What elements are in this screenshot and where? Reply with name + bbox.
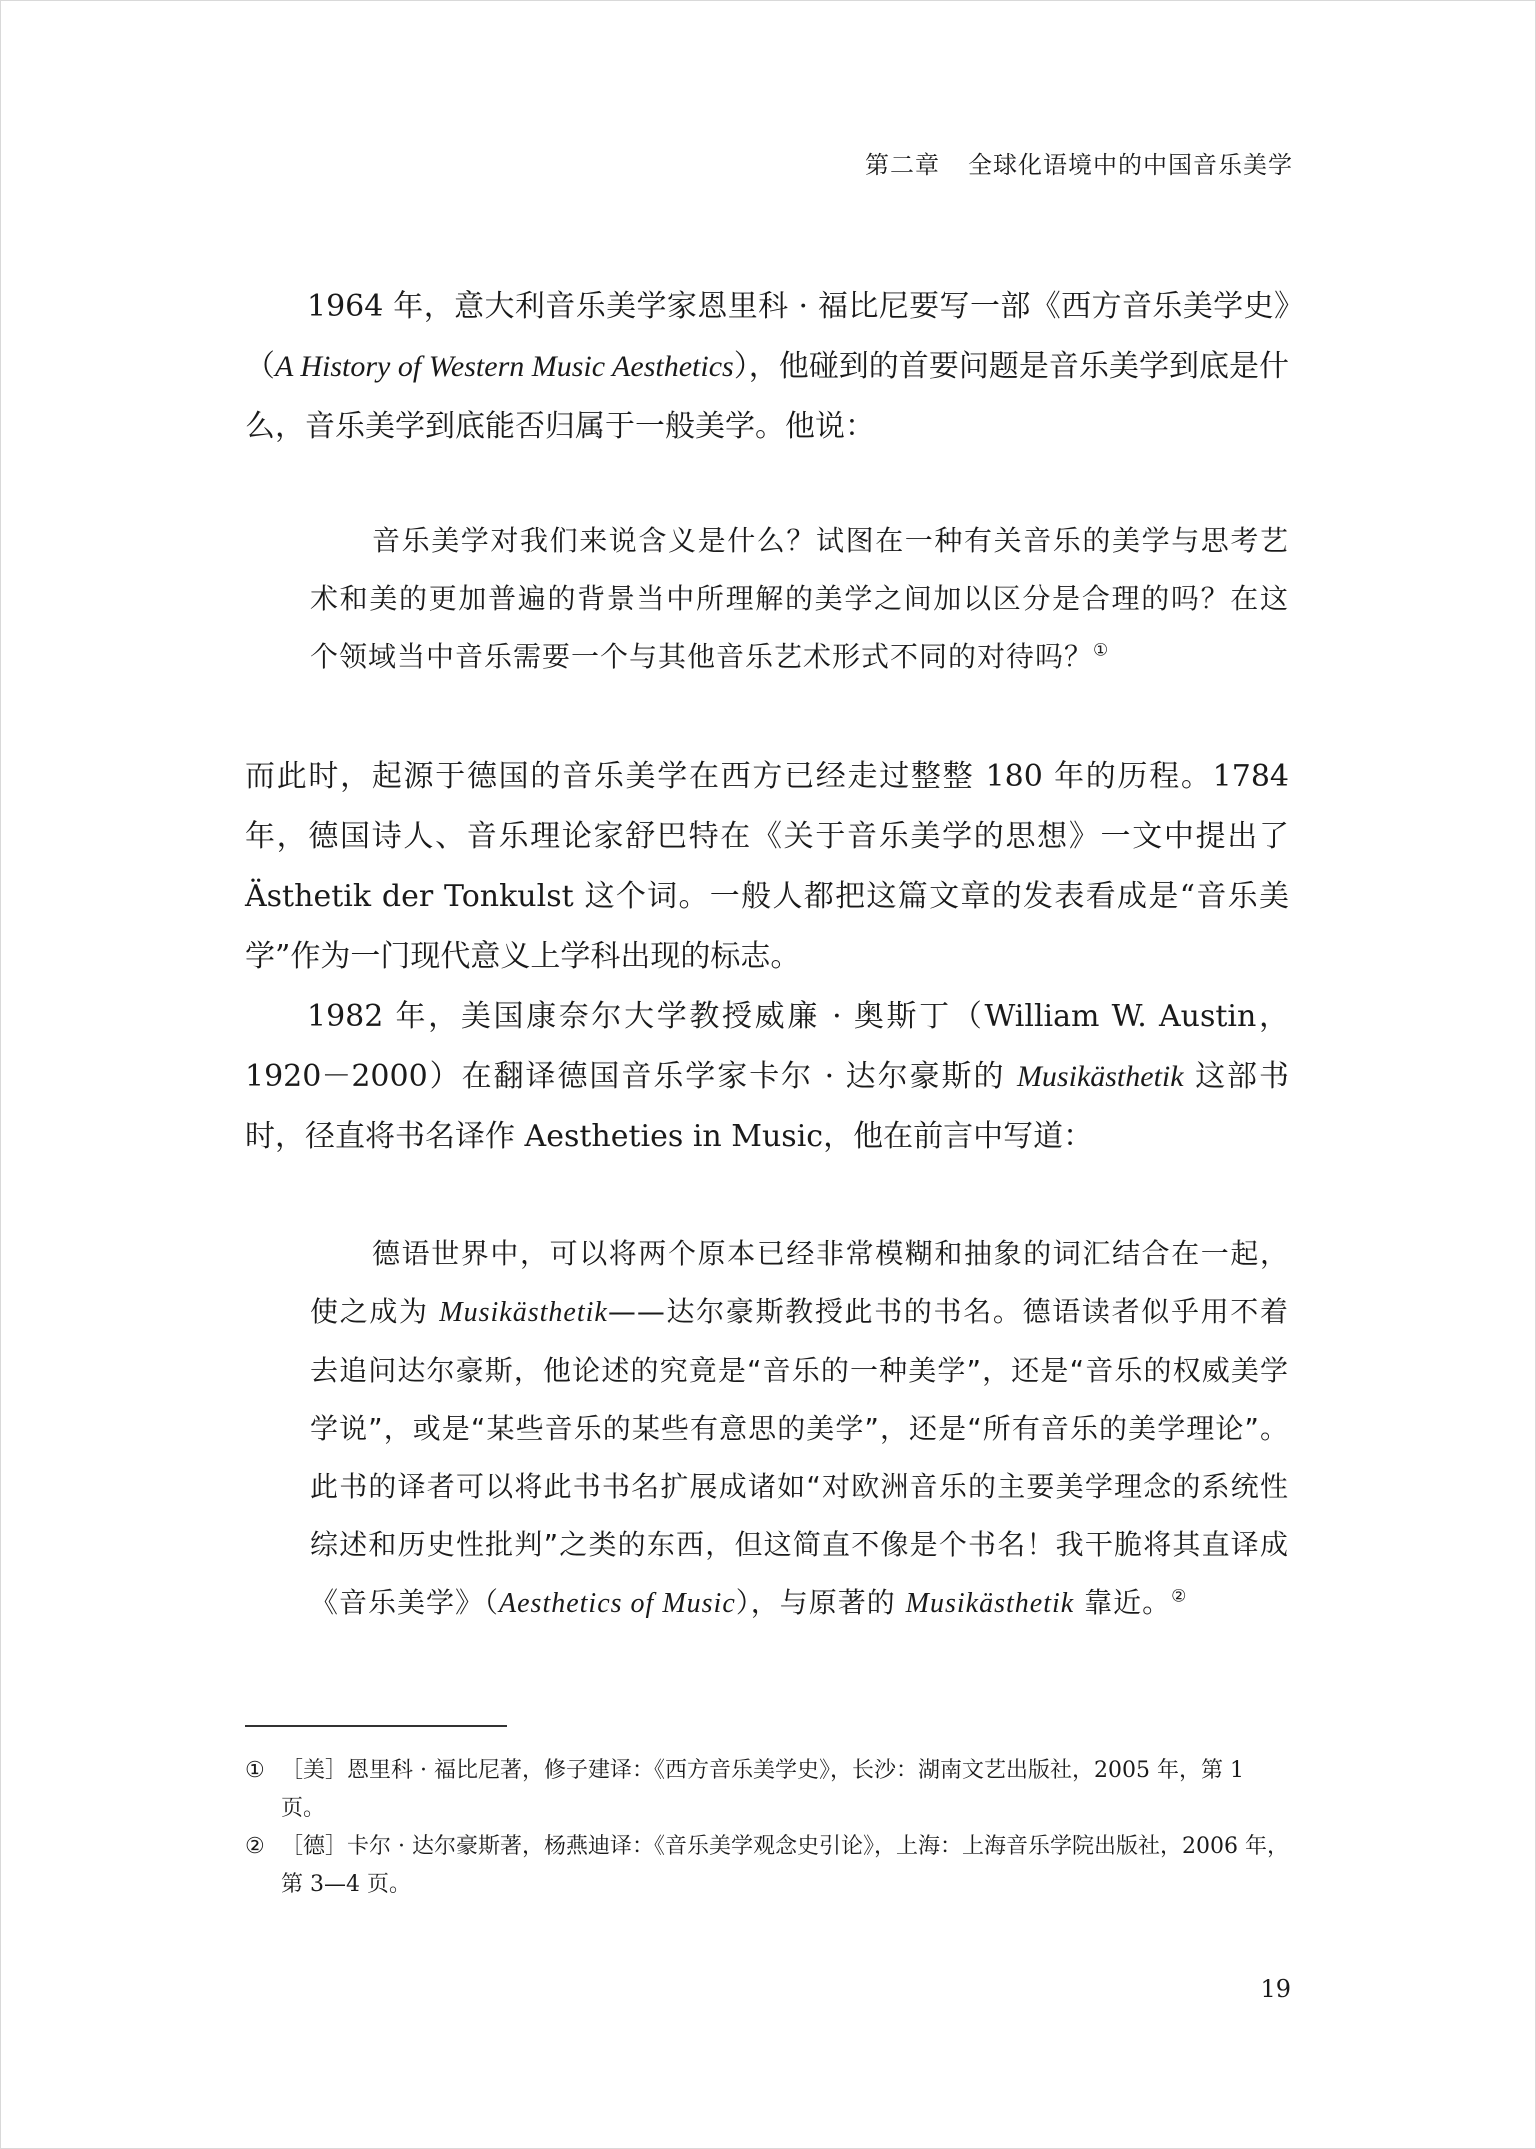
quote-text: ），与原著的 — [735, 1586, 906, 1619]
paragraph-text: ），他碰到的首要问题是音乐美学到底是什么，音乐美学到底能否归属于一般美学。他说： — [245, 349, 1290, 444]
footnote-divider — [245, 1725, 507, 1727]
quote-text: 音乐美学对我们来说含义是什么？试图在一种有关音乐的美学与思考艺术和美的更加普遍的背景当中所理解的美学之间加以区分是合理的吗？在这个领域当中音乐需要一个与其他音乐艺术形式不同的对待吗？ — [310, 524, 1289, 673]
paragraph-schubart — [245, 747, 1289, 987]
quote-text: 靠近。 — [1074, 1586, 1172, 1619]
blockquote-fubini — [310, 512, 1289, 686]
book-title-italic: A History of Western Music Aesthetics — [275, 350, 734, 383]
paragraph-text: 1964 年，意大利音乐美学家恩里科 · 福比尼要写一部《西方音乐美学史》（ — [245, 289, 1289, 384]
book-title-italic: Musikästhetik — [1016, 1060, 1184, 1093]
book-title-italic: Aesthetics of Music — [499, 1588, 736, 1619]
footnote-mark: ① — [245, 1758, 265, 1783]
paragraph-austin — [245, 987, 1289, 1167]
footnote-ref-2[interactable]: ② — [1171, 1586, 1188, 1607]
running-head — [865, 145, 1293, 180]
quote-text: ——达尔豪斯教授此书的书名。德语读者似乎用不着去追问达尔豪斯，他论述的究竟是“音乐的一种美学”，还是“音乐的权威美学学说”，或是“某些音乐的某些有意思的美学”，还是“所有音乐的美学理论”。此书的译者可以将此书书名扩展成诸如“对欧洲音乐的主要美学理念的系统性综述和历史性批判”之类的东西，但这简直不像是个书名！我干脆将其直译成《音乐美学》（ — [310, 1295, 1289, 1619]
footnote-item — [245, 1752, 1289, 1828]
book-title-italic: Musikästhetik — [905, 1588, 1075, 1619]
footnote-mark: ② — [245, 1834, 265, 1859]
footnote-item — [245, 1828, 1289, 1904]
footnote-ref-1[interactable]: ① — [1093, 640, 1110, 661]
paragraph-text: 1982 年，美国康奈尔大学教授威廉 · 奥斯丁（William W. Austin，1920－2000）在翻译德国音乐学家卡尔 · 达尔豪斯的 — [245, 999, 1289, 1094]
paragraph-text: 这部书时，径直将书名译作 Aestheties in Music，他在前言中写道： — [245, 1059, 1289, 1154]
running-head-title: 全球化语境中的中国音乐美学 — [968, 151, 1293, 179]
footnote-text: ［美］恩里科 · 福比尼著，修子建译：《西方音乐美学史》，长沙：湖南文艺出版社，2005 年，第 1 页。 — [281, 1758, 1244, 1821]
page-number: 19 — [1260, 1975, 1291, 2003]
quote-text: 德语世界中，可以将两个原本已经非常模糊和抽象的词汇结合在一起，使之成为 — [310, 1237, 1289, 1328]
book-title-italic: Musikästhetik — [439, 1297, 608, 1328]
blockquote-austin — [310, 1225, 1289, 1633]
footnote-text: ［德］卡尔 · 达尔豪斯著，杨燕迪译：《音乐美学观念史引论》，上海：上海音乐学院出版社，2006 年，第 3—4 页。 — [281, 1834, 1289, 1897]
running-head-chapter: 第二章 — [865, 151, 940, 179]
footnotes — [245, 1752, 1289, 1904]
paragraph-fubini — [245, 277, 1289, 457]
paragraph-text: 而此时，起源于德国的音乐美学在西方已经走过整整 180 年的历程。1784 年，德国诗人、音乐理论家舒巴特在《关于音乐美学的思想》一文中提出了 Ästhetik der Tonkulst 这个词。一般人都把这篇文章的发表看成是“音乐美学”作为一门现代意义上学科出现的标志。 — [245, 759, 1289, 974]
